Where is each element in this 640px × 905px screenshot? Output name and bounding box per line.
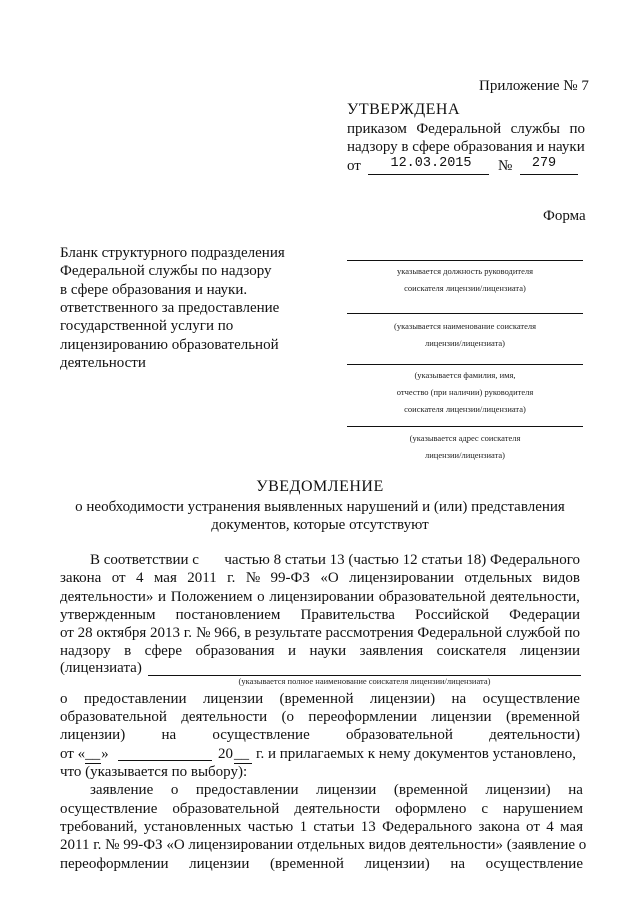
word: лицензии <box>202 691 264 707</box>
paragraph-1-line <box>60 642 580 660</box>
letterhead-line: Федеральной службы по надзору <box>60 263 272 279</box>
word: деятельности» <box>60 589 154 605</box>
word: лицензии) <box>364 856 430 872</box>
caption-text: отчество (при наличии) руководителя <box>396 387 534 397</box>
word: лицензии <box>431 709 492 725</box>
word: постановлением <box>175 607 281 623</box>
word: г. <box>227 570 236 586</box>
word: приказом <box>347 121 407 137</box>
approval-number: 279 <box>531 156 557 171</box>
word: и <box>288 643 297 659</box>
number-underline <box>520 174 578 175</box>
word: от <box>111 570 126 586</box>
paragraph-1-line <box>60 588 580 606</box>
date-underline <box>368 174 489 175</box>
paragraph-3-line <box>60 836 587 854</box>
caption-name <box>347 321 583 348</box>
letterhead-line: лицензированию образовательной <box>60 337 279 353</box>
word: лицензии) <box>485 782 551 798</box>
word: закона <box>60 570 102 586</box>
word: Федерального <box>382 819 473 835</box>
date-line-suffix: г. и прилагаемых к нему документов установлено, <box>256 746 576 762</box>
word: на <box>568 782 583 798</box>
paragraph-3-line <box>60 855 583 873</box>
word: (временной <box>269 856 344 872</box>
letterhead-line: деятельности <box>60 355 146 371</box>
word: на <box>451 691 467 707</box>
word: на <box>450 856 466 872</box>
word: (временной <box>393 782 468 798</box>
word: о <box>170 782 179 798</box>
word: соискателя <box>436 643 507 659</box>
number-prefix: № <box>498 158 513 174</box>
caption-text: соискателя лицензии/лицензиата) <box>404 404 526 414</box>
word: деятельности) <box>489 727 580 743</box>
caption-text: соискателя лицензии/лицензиата) <box>404 283 526 293</box>
paragraph-2-line <box>60 726 580 744</box>
word: деятельности <box>181 709 268 725</box>
word: видов <box>542 570 580 586</box>
caption-fullname <box>347 370 583 414</box>
paragraph-2-line <box>60 708 580 726</box>
word: и <box>158 589 167 605</box>
word: отдельных <box>464 570 533 586</box>
recipient-line-address <box>347 426 583 427</box>
word: 1 <box>299 819 308 835</box>
word: № 966, в результате рассмотрения Федеральной службой по <box>196 625 580 641</box>
letterhead-line: государственной услуги по <box>60 318 234 334</box>
word: лицензии <box>519 643 580 659</box>
word: утвержденным <box>60 607 156 623</box>
paragraph-1-line <box>90 551 580 569</box>
caption-text: (указывается адрес соискателя <box>409 433 521 443</box>
recipient-line-position <box>347 260 583 261</box>
letterhead-line: в сфере образования и науки. <box>60 282 248 298</box>
month-blank <box>118 760 212 761</box>
word: 2011 <box>187 570 217 586</box>
caption-text: (указывается наименование соискателя <box>393 321 537 331</box>
word: с <box>481 801 489 817</box>
word: предоставлении <box>83 691 187 707</box>
word: предоставлении <box>195 782 299 798</box>
word: 99-ФЗ <box>270 570 310 586</box>
word: образовательной <box>378 589 486 605</box>
paragraph-3-line <box>60 800 583 818</box>
word: лицензии <box>316 782 377 798</box>
notice-subtitle-1: о необходимости устранения выявленных нарушений и (или) представления <box>75 499 565 515</box>
date-line-start <box>60 745 109 764</box>
word: деятельности <box>294 801 381 817</box>
word: статьи <box>313 819 355 835</box>
word: сфере <box>144 643 182 659</box>
word: в <box>124 643 132 659</box>
paragraph-1-line <box>60 624 580 642</box>
word: Правительства <box>300 607 395 623</box>
word: образовательной <box>172 801 280 817</box>
word: переоформлении <box>60 856 169 872</box>
word: лицензировании <box>269 589 375 605</box>
word: 4 <box>136 570 144 586</box>
word: заявление <box>90 782 154 798</box>
word: надзору <box>60 643 111 659</box>
word: лицензии) <box>60 727 126 743</box>
word: 2011 г. № 99-ФЗ «О лицензировании отдельных видов деятельности» (заявление о <box>60 837 587 853</box>
word: образовательной <box>60 709 167 725</box>
licensee-prefix: (лицензиата) <box>60 660 142 676</box>
approved-date-row <box>347 157 361 175</box>
word: осуществление <box>485 856 583 872</box>
approved-line-1 <box>347 120 585 138</box>
caption-text: (указывается фамилия, имя, <box>414 370 516 380</box>
year-prefix: 20 <box>218 746 233 762</box>
letterhead-line: ответственного за предоставление <box>60 300 280 316</box>
word: мая <box>153 570 177 586</box>
word: нарушением <box>503 801 583 817</box>
recipient-line-name <box>347 313 583 314</box>
word: оформлено <box>395 801 467 817</box>
date-line-mid: » <box>101 746 109 762</box>
notice-title: УВЕДОМЛЕНИЕ <box>256 478 384 495</box>
form-label: Форма <box>543 208 586 224</box>
paragraph-1-line <box>60 606 580 624</box>
word: деятельности, <box>490 589 580 605</box>
date-prefix: от <box>347 158 361 174</box>
word: службы <box>510 121 560 137</box>
word: Положением <box>170 589 253 605</box>
approved-title: УТВЕРЖДЕНА <box>347 101 461 118</box>
caption-text: лицензии/лицензиата) <box>424 338 506 348</box>
approval-date: 12.03.2015 <box>390 156 472 171</box>
word: заявления <box>359 643 424 659</box>
paragraph-1-line <box>60 569 580 587</box>
word: по <box>569 121 585 137</box>
caption-text: лицензии/лицензиата) <box>424 450 506 460</box>
paragraph-3-line <box>90 781 583 799</box>
word: о <box>60 691 68 707</box>
word: образовательной <box>345 727 453 743</box>
word: от 28 октября 2013 г. <box>60 625 192 641</box>
caption-position <box>347 266 583 293</box>
appendix-label: Приложение № 7 <box>479 78 589 94</box>
selection-note: что (указывается по выбору): <box>60 764 248 780</box>
word: частью <box>247 819 294 835</box>
word: требований, <box>60 819 138 835</box>
paragraph-3-line <box>60 818 583 836</box>
word: 13 <box>360 819 376 835</box>
word: науки <box>309 643 347 659</box>
notice-subtitle-2: документов, которые отсутствуют <box>211 517 429 533</box>
word: (временной <box>505 709 580 725</box>
word: «О <box>320 570 339 586</box>
word: лицензии) <box>369 691 436 707</box>
word: от <box>526 819 540 835</box>
recipient-line-fullname <box>347 364 583 365</box>
word: переоформлении <box>308 709 417 725</box>
word: (о <box>281 709 295 725</box>
paragraph-2-line <box>60 690 580 708</box>
day-blank: __ <box>85 746 101 762</box>
word: о <box>257 589 265 605</box>
word: осуществление <box>212 727 310 743</box>
word: Федеральной <box>416 121 502 137</box>
word: (временной <box>279 691 354 707</box>
word: закона <box>478 819 520 835</box>
approved-line-2: надзору в сфере образования и науки <box>347 139 585 155</box>
word: В соответствии с <box>90 552 199 568</box>
word: Федерации <box>509 607 580 623</box>
word: образования <box>195 643 275 659</box>
letterhead-line: Бланк структурного подразделения <box>60 245 285 261</box>
caption-text: указывается должность руководителя <box>396 266 534 276</box>
word: Российской <box>415 607 489 623</box>
year-blank: __ <box>234 745 252 764</box>
word: установленных <box>143 819 242 835</box>
word: на <box>161 727 177 743</box>
word: 4 <box>546 819 554 835</box>
word: осуществление <box>482 691 580 707</box>
licensee-caption: (указывается полное наименование соискателя лицензии/лицензиата) <box>238 676 491 686</box>
word: частью 8 статьи 13 (частью 12 статьи 18) Федерального <box>224 552 580 568</box>
word: № <box>245 570 261 586</box>
word: осуществление <box>60 801 158 817</box>
caption-address <box>347 433 583 460</box>
word: лицензировании <box>349 570 454 586</box>
word: мая <box>560 819 583 835</box>
word: лицензии <box>189 856 250 872</box>
date-line-prefix: от « <box>60 746 86 762</box>
